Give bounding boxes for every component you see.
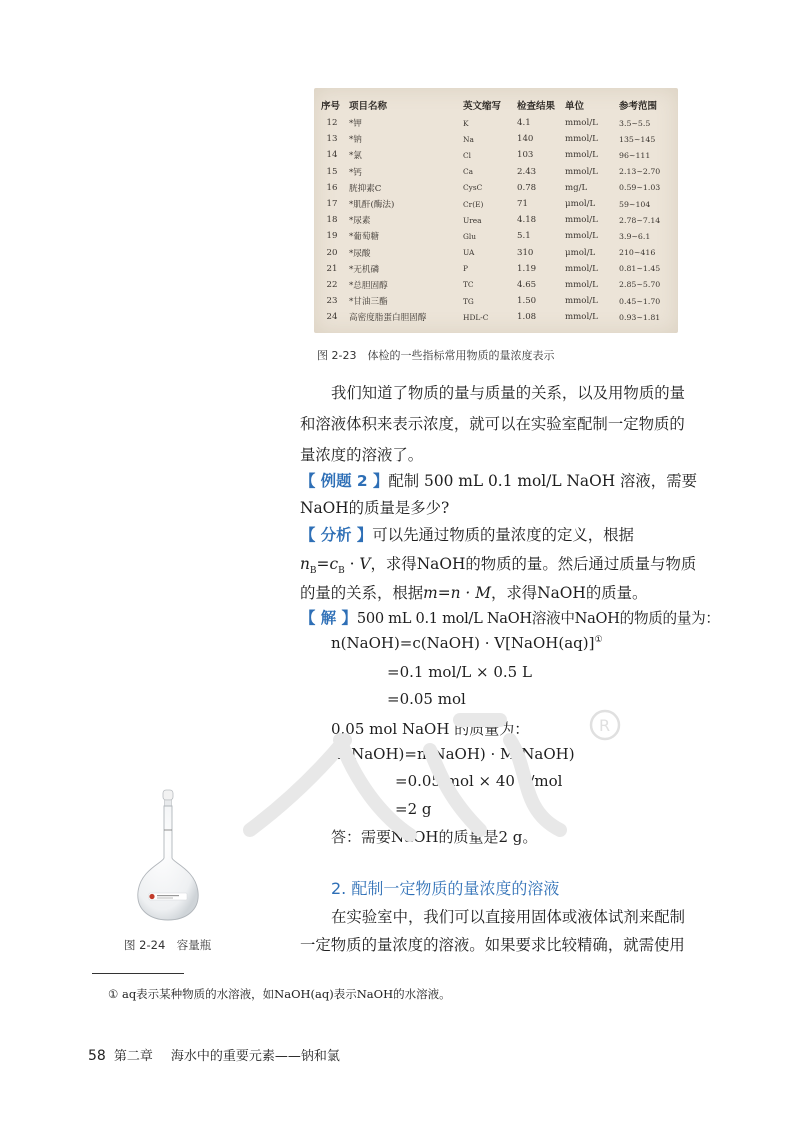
table-cell: *钙 xyxy=(349,167,362,178)
table-cell: mmol/L xyxy=(565,279,598,290)
table-cell: 1.08 xyxy=(517,312,537,323)
analysis-formula-2: m=n · M xyxy=(423,584,491,602)
table-cell: 19 xyxy=(326,231,338,242)
table-row xyxy=(318,212,674,228)
table-header-cell: 单位 xyxy=(565,101,585,112)
table-cell: 71 xyxy=(517,199,528,210)
solution-tag: 【 解 】 xyxy=(300,609,357,627)
table-cell: μmol/L xyxy=(565,247,596,258)
table-cell: HDL-C xyxy=(463,312,489,322)
page-number: 58 xyxy=(88,1048,106,1064)
table-cell: TC xyxy=(463,280,474,290)
figure-2-24-caption: 图 2-24 容量瓶 xyxy=(124,938,212,952)
equation-5: =0.05 mol × 40 g/mol xyxy=(395,772,563,790)
table-cell: Cl xyxy=(463,150,472,160)
table-cell: *尿素 xyxy=(349,216,371,227)
table-cell: 2.85~5.70 xyxy=(619,280,661,290)
answer-line: 答：需要NaOH的质量是2 g。 xyxy=(331,828,538,846)
equation-1 xyxy=(331,634,603,652)
table-cell: 2.43 xyxy=(517,166,537,177)
table-cell: mmol/L xyxy=(565,215,598,226)
footnote-text: ① aq表示某种物质的水溶液，如NaOH(aq)表示NaOH的水溶液。 xyxy=(108,987,451,1001)
table-cell: 0.93~1.81 xyxy=(619,312,661,322)
registered-mark-letter: R xyxy=(599,716,611,735)
table-cell: 1.50 xyxy=(517,296,537,307)
table-cell: 3.5~5.5 xyxy=(619,118,651,128)
table-cell: mmol/L xyxy=(565,312,598,323)
table-cell: 2.78~7.14 xyxy=(619,215,661,225)
table-cell: 0.59~1.03 xyxy=(619,183,661,193)
table-cell: 0.81~1.45 xyxy=(619,264,661,274)
table-cell: Cr(E) xyxy=(463,199,484,209)
footnote-divider xyxy=(92,973,184,974)
table-cell: 22 xyxy=(326,279,338,290)
table-row xyxy=(318,131,674,147)
table-row xyxy=(318,180,674,196)
table-cell: CysC xyxy=(463,183,483,193)
table-row xyxy=(318,309,674,325)
table-cell: 2.13~2.70 xyxy=(619,167,661,177)
table-cell: *甘油三酯 xyxy=(349,297,388,308)
equation-1-text: n(NaOH)=c(NaOH) · V[NaOH(aq)] xyxy=(331,634,595,652)
table-row xyxy=(318,164,674,180)
table-cell: 胱抑素C xyxy=(349,183,382,194)
table-row xyxy=(318,147,674,163)
table-cell: 12 xyxy=(326,118,338,129)
table-cell: *肌酐(酶法) xyxy=(349,200,395,211)
analysis-line-3-b: ，求得NaOH的质量。 xyxy=(490,584,648,602)
intro-line-2: 和溶液体积来表示浓度，就可以在实验室配制一定物质的 xyxy=(300,415,685,433)
table-cell: 5.1 xyxy=(517,231,531,242)
table-cell: 0.78 xyxy=(517,182,537,193)
section-2-line-1: 在实验室中，我们可以直接用固体或液体试剂来配制 xyxy=(331,908,685,926)
table-header-row xyxy=(318,98,674,115)
table-cell: Na xyxy=(463,134,474,144)
example-2-line-2: NaOH的质量是多少? xyxy=(300,499,450,517)
table-header-cell: 项目名称 xyxy=(349,101,388,112)
page-footer xyxy=(88,1045,340,1064)
table-cell: *葡萄糖 xyxy=(349,232,380,243)
table-cell: *氯 xyxy=(349,151,362,162)
table-cell: 1.19 xyxy=(517,263,537,274)
equation-2: =0.1 mol/L × 0.5 L xyxy=(387,663,532,681)
table-cell: μmol/L xyxy=(565,199,596,210)
solution-mass-line: 0.05 mol NaOH 的质量为： xyxy=(331,720,530,738)
table-row xyxy=(318,245,674,261)
intro-line-1: 我们知道了物质的量与质量的关系，以及用物质的量 xyxy=(331,384,685,402)
table-cell: Ca xyxy=(463,167,474,177)
example-2-text: 配制 500 mL 0.1 mol/L NaOH 溶液，需要 xyxy=(388,472,697,490)
table-header-cell: 序号 xyxy=(321,101,341,112)
table-cell: 13 xyxy=(326,134,338,145)
table-cell: TG xyxy=(463,296,474,306)
analysis-tag: 【 分析 】 xyxy=(300,526,373,544)
table-cell: 20 xyxy=(326,247,338,258)
table-cell: 135~145 xyxy=(619,134,656,144)
section-2-title: 2. 配制一定物质的量浓度的溶液 xyxy=(331,879,560,898)
table-cell: mmol/L xyxy=(565,263,598,274)
table-row xyxy=(318,196,674,212)
table-row xyxy=(318,261,674,277)
table-cell: 23 xyxy=(326,296,338,307)
table-cell: 17 xyxy=(326,199,338,210)
table-cell: 103 xyxy=(517,150,534,161)
table-cell: UA xyxy=(463,248,475,258)
lab-report-photo xyxy=(314,88,678,333)
intro-line-3: 量浓度的溶液了。 xyxy=(300,446,424,464)
analysis-text: 可以先通过物质的量浓度的定义，根据 xyxy=(372,526,634,544)
table-cell: 16 xyxy=(326,182,338,193)
equation-3: =0.05 mol xyxy=(387,690,466,708)
table-cell: 21 xyxy=(326,263,338,274)
table-header-cell: 检查结果 xyxy=(517,101,556,112)
table-cell: *总胆固醇 xyxy=(349,280,388,291)
table-cell: 24 xyxy=(326,312,338,323)
table-header-cell: 英文缩写 xyxy=(463,101,502,112)
table-row xyxy=(318,228,674,244)
table-cell: 4.65 xyxy=(517,279,537,290)
registered-mark-icon xyxy=(591,711,619,739)
solution-text: 500 mL 0.1 mol/L NaOH溶液中NaOH的物质的量为： xyxy=(356,610,720,627)
table-cell: mmol/L xyxy=(565,118,598,129)
table-cell: mmol/L xyxy=(565,150,598,161)
table-cell: *尿酸 xyxy=(349,248,371,259)
table-cell: 14 xyxy=(326,150,338,161)
table-cell: 96~111 xyxy=(619,150,651,160)
table-cell: Glu xyxy=(463,231,477,241)
footnote-marker: ① xyxy=(594,635,603,645)
chapter-label: 第二章 xyxy=(113,1049,153,1064)
table-row xyxy=(318,277,674,293)
section-2-line-2: 一定物质的量浓度的溶液。如果要求比较精确，就需使用 xyxy=(300,936,685,954)
table-cell: 18 xyxy=(326,215,338,226)
table-cell: 4.18 xyxy=(517,215,537,226)
table-cell: mmol/L xyxy=(565,296,598,307)
analysis-line-2-text: ，求得NaOH的物质的量。然后通过质量与物质 xyxy=(370,555,697,573)
analysis-line-1 xyxy=(300,520,634,551)
table-cell: mmol/L xyxy=(565,166,598,177)
lab-results-table xyxy=(318,98,674,325)
table-cell: P xyxy=(463,264,468,274)
table-cell: mmol/L xyxy=(565,231,598,242)
equation-6: =2 g xyxy=(395,800,432,818)
table-cell: 0.45~1.70 xyxy=(619,296,661,306)
table-cell: mmol/L xyxy=(565,134,598,145)
analysis-formula-1: $n_B=c_B \cdot V$ xyxy=(300,555,371,577)
table-cell: 高密度脂蛋白胆固醇 xyxy=(349,313,427,324)
table-row xyxy=(318,115,674,131)
table-cell: 59~104 xyxy=(619,199,651,209)
chapter-title: 海水中的重要元素——钠和氯 xyxy=(170,1049,340,1064)
table-cell: 210~416 xyxy=(619,248,656,258)
table-cell: 3.9~6.1 xyxy=(619,231,651,241)
table-cell: 4.1 xyxy=(517,118,531,129)
table-cell: *钾 xyxy=(349,119,362,130)
table-row xyxy=(318,293,674,309)
table-cell: *钠 xyxy=(349,135,362,146)
example-2-tag: 【 例题 2 】 xyxy=(300,472,389,490)
volumetric-flask-image xyxy=(132,788,204,924)
solution-line-1 xyxy=(300,603,720,634)
table-cell: 15 xyxy=(326,166,338,177)
table-cell: K xyxy=(463,118,469,128)
equation-4: m(NaOH)=n(NaOH) · M(NaOH) xyxy=(331,745,575,763)
analysis-line-3-a: 的量的关系，根据 xyxy=(300,584,424,602)
table-cell: *无机磷 xyxy=(349,264,380,275)
table-header-cell: 参考范围 xyxy=(619,101,658,112)
figure-2-23-caption: 图 2-23 体检的一些指标常用物质的量浓度表示 xyxy=(317,349,555,362)
table-cell: mg/L xyxy=(565,182,588,193)
table-body xyxy=(318,115,674,325)
table-cell: 310 xyxy=(517,247,534,258)
table-cell: 140 xyxy=(517,134,534,145)
table-cell: Urea xyxy=(463,215,482,225)
